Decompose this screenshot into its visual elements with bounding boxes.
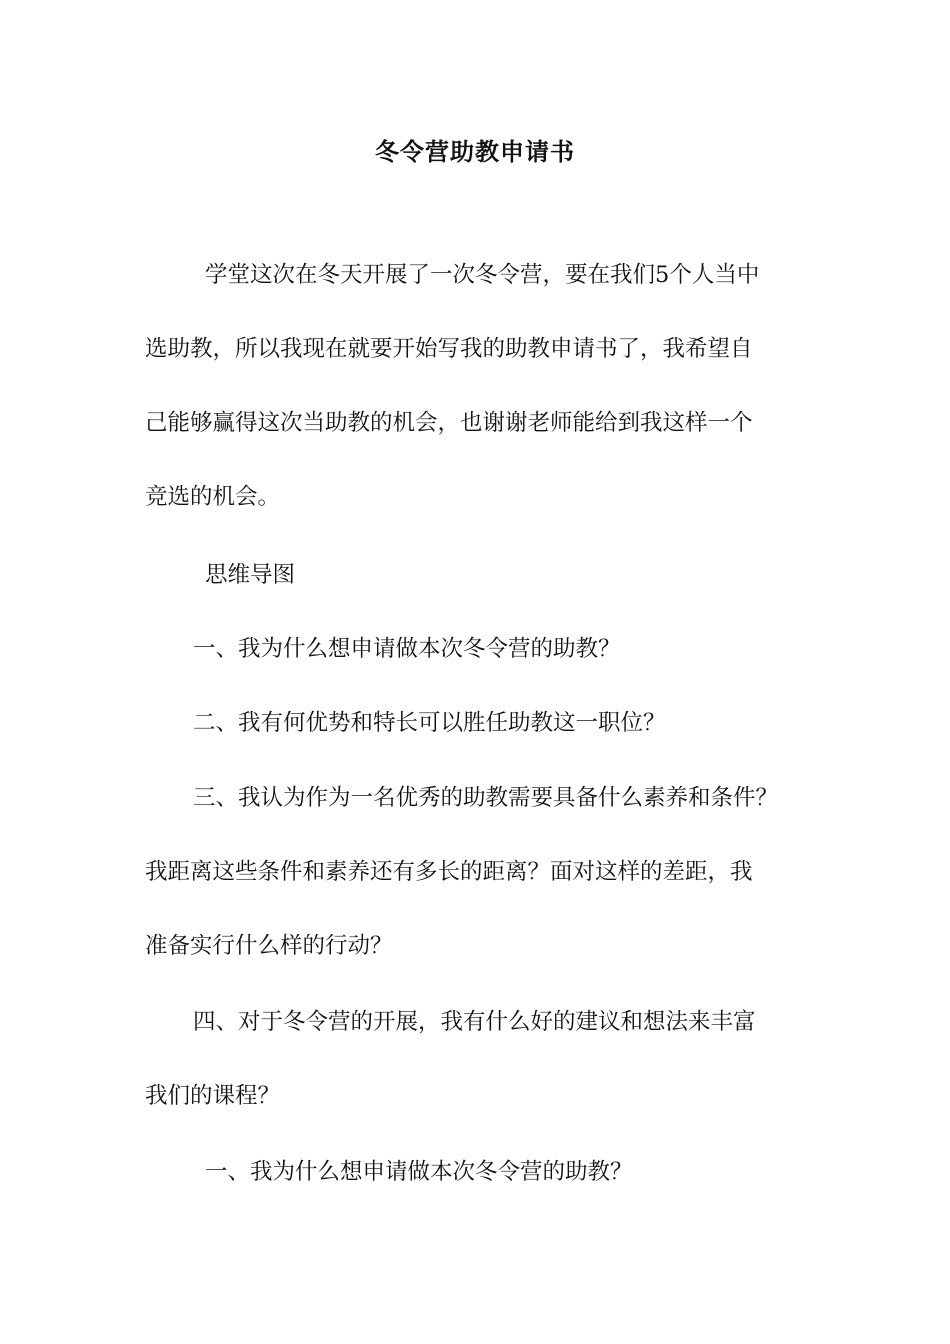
- question-4-line-2: 我们的课程？: [145, 1083, 281, 1109]
- document-title: 冬令营助教申请书: [375, 137, 575, 166]
- question-2: [145, 686, 813, 760]
- section-heading: [145, 1135, 813, 1209]
- mind-map-label: [145, 538, 813, 612]
- question-2-line-1: 二、我有何优势和特长可以胜任助教这一职位？: [193, 710, 666, 736]
- mind-map-label-text: 思维导图: [205, 562, 296, 588]
- question-1: [145, 612, 813, 686]
- question-4: [145, 985, 813, 1133]
- question-3-line-1: 三、我认为作为一名优秀的助教需要具备什么素养和条件？: [193, 785, 779, 811]
- intro-line-2: 选助教，所以我现在就要开始写我的助教申请书了，我希望自: [145, 336, 753, 362]
- question-1-line-1: 一、我为什么想申请做本次冬令营的助教？: [193, 636, 621, 662]
- section-heading-text: 一、我为什么想申请做本次冬令营的助教？: [205, 1159, 633, 1185]
- intro-line-3: 己能够赢得这次当助教的机会，也谢谢老师能给到我这样一个: [145, 410, 753, 436]
- intro-line-4: 竞选的机会。: [145, 484, 281, 510]
- intro-paragraph: [145, 238, 813, 534]
- intro-line-1: 学堂这次在冬天开展了一次冬令营，要在我们5个人当中: [205, 262, 760, 288]
- question-3-line-3: 准备实行什么样的行动？: [145, 933, 393, 959]
- question-4-line-1: 四、对于冬令营的开展，我有什么好的建议和想法来丰富: [193, 1009, 756, 1035]
- question-3-line-2: 我距离这些条件和素养还有多长的距离？面对这样的差距，我: [145, 859, 753, 885]
- question-3: [145, 761, 813, 983]
